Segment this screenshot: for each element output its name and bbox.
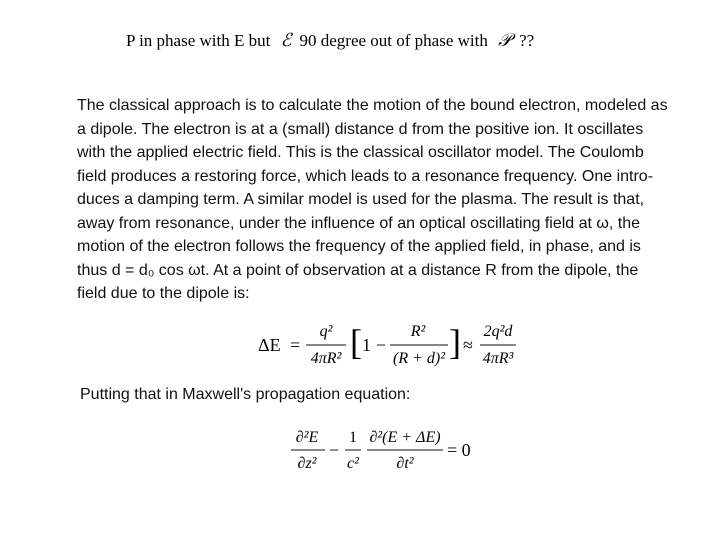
title-middle: 90 degree out of phase with bbox=[299, 31, 488, 50]
paragraph-line: The classical approach is to calculate the motion of the bound electron, modeled as bbox=[77, 97, 668, 114]
title-prefix: P in phase with E but bbox=[126, 31, 271, 50]
eq2-frac1-denominator: ∂z² bbox=[297, 455, 317, 472]
eq1-frac1-denominator: 4πR² bbox=[310, 350, 342, 367]
classical-approach-paragraph bbox=[77, 94, 691, 306]
eq1-frac2-numerator: R² bbox=[410, 323, 426, 340]
paragraph-line: away from resonance, under the influence of an optical oscillating field at ω, the bbox=[77, 214, 641, 232]
eq1-minus: − bbox=[376, 335, 387, 355]
paragraph-line: field produces a restoring force, which leads to a resonance frequency. One intro- bbox=[77, 167, 654, 185]
eq1-right-bracket: ] bbox=[449, 322, 461, 362]
putting-sentence: Putting that in Maxwell's propagation equation: bbox=[80, 386, 411, 403]
paragraph-line: a dipole. The electron is at a (small) distance d from the positive ion. It oscillates bbox=[77, 120, 644, 138]
script-p-symbol: 𝒫 bbox=[498, 30, 512, 51]
eq1-frac2-denominator: (R + d)² bbox=[392, 350, 446, 367]
dipole-field-equation bbox=[258, 316, 518, 376]
script-e-symbol: ℰ bbox=[280, 30, 292, 51]
maxwell-propagation-equation bbox=[291, 426, 491, 476]
eq1-left-bracket: [ bbox=[350, 322, 362, 362]
title-suffix: ?? bbox=[519, 31, 535, 50]
slide-title bbox=[126, 30, 534, 51]
eq2-frac2-denominator: c² bbox=[347, 455, 359, 472]
paragraph-line: field due to the dipole is: bbox=[77, 285, 250, 302]
eq1-frac3-denominator: 4πR³ bbox=[482, 350, 514, 367]
eq1-approx: ≈ bbox=[463, 335, 473, 355]
eq2-equals-zero: = 0 bbox=[447, 440, 471, 460]
eq1-lhs: ΔE bbox=[258, 335, 281, 355]
paragraph-line: duces a damping term. A similar model is used for the plasma. The result is that, bbox=[77, 191, 645, 208]
eq2-minus: − bbox=[329, 440, 340, 460]
eq1-equals: = bbox=[290, 335, 301, 355]
paragraph-line: motion of the electron follows the frequency of the applied field, in phase, and is bbox=[77, 238, 641, 255]
eq2-frac3-denominator: ∂t² bbox=[396, 455, 414, 472]
eq1-one: 1 bbox=[362, 335, 371, 355]
eq1-frac3-numerator: 2q²d bbox=[483, 323, 513, 340]
eq2-frac3-numerator: ∂²(E + ΔE) bbox=[369, 429, 441, 446]
eq2-frac1-numerator: ∂²E bbox=[295, 429, 319, 446]
eq1-frac1-numerator: q² bbox=[319, 323, 333, 340]
paragraph-line: with the applied electric field. This is the classical oscillator model. The Coulomb bbox=[77, 144, 644, 161]
paragraph-line: thus d = d₀ cos ωt. At a point of observation at a distance R from the dipole, the bbox=[77, 261, 639, 279]
eq2-frac2-numerator: 1 bbox=[349, 429, 357, 446]
